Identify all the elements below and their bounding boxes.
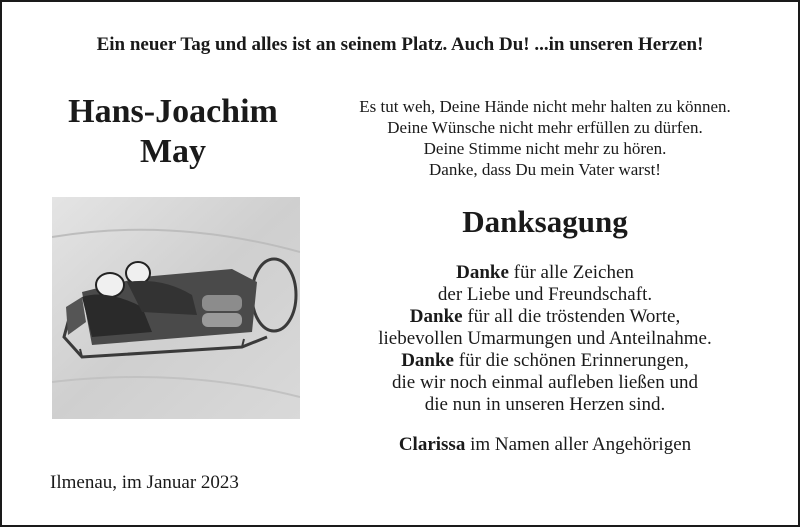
thanks-emphasis: Danke <box>456 262 509 283</box>
thanks-line-text: die nun in unseren Herzen sind. <box>424 394 666 415</box>
thanks-emphasis: Danke <box>409 306 463 327</box>
poem-line: Deine Wünsche nicht mehr erfüllen zu dürfen. <box>387 118 703 137</box>
thanks-line-text: für die schönen Erinnerungen, <box>454 350 689 371</box>
poem-line: Deine Stimme nicht mehr zu hören. <box>423 139 667 158</box>
thanks-line-text: für alle Zeichen <box>508 262 634 283</box>
thanks-line <box>310 328 780 350</box>
thanks-line <box>310 394 780 416</box>
deceased-last-name: May <box>139 133 207 170</box>
signoff <box>310 434 780 456</box>
thanks-line-text: die wir noch einmal aufleben ließen und <box>391 372 698 393</box>
place-date: Ilmenau, im Januar 2023 <box>50 472 239 493</box>
bobsled-photo <box>52 197 300 419</box>
thanks-line-text: der Liebe und Freundschaft. <box>437 284 653 305</box>
thanks-line <box>310 306 780 328</box>
thanks-emphasis: Danke <box>401 350 454 371</box>
thanks-title: Danksagung <box>462 204 628 239</box>
thanks-line <box>310 284 780 306</box>
thanks-line <box>310 372 780 394</box>
deceased-first-name: Hans-Joachim <box>68 93 278 130</box>
poem <box>310 96 780 180</box>
bobsled-photo-image <box>52 197 300 419</box>
signoff-name: Clarissa <box>398 434 466 455</box>
thanks-line-text: für all die tröstenden Worte, <box>462 306 681 327</box>
deceased-name <box>42 92 304 172</box>
signoff-text: im Namen aller Angehörigen <box>465 434 692 455</box>
poem-line: Danke, dass Du mein Vater warst! <box>429 160 661 179</box>
thanks-text <box>310 262 780 416</box>
thanks-line <box>310 350 780 372</box>
thanks-line <box>310 262 780 284</box>
poem-line: Es tut weh, Deine Hände nicht mehr halten zu können. <box>359 97 731 116</box>
headline: Ein neuer Tag und alles ist an seinem Platz. Auch Du! ...in unseren Herzen! <box>96 34 704 55</box>
thanks-line-text: liebevollen Umarmungen und Anteilnahme. <box>378 328 712 349</box>
